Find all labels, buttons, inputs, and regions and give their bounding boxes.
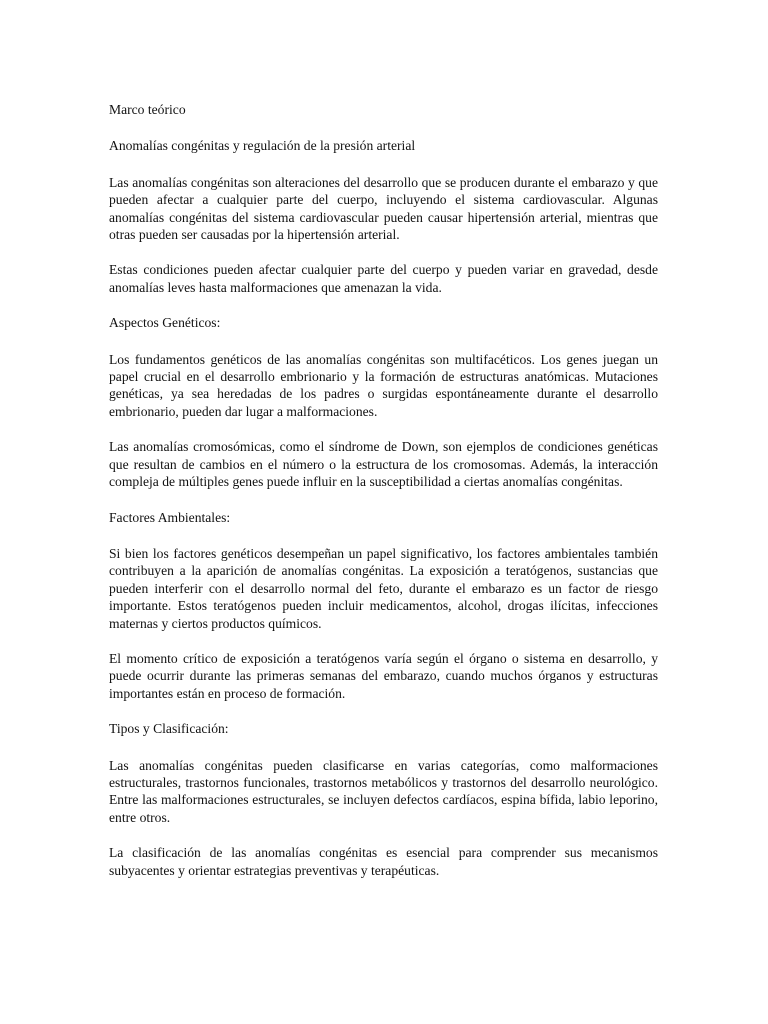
- classification-paragraph-1: Las anomalías congénitas pueden clasificarse en varias categorías, como malformaciones estructurales, trastornos funcionales, trastornos metabólicos y trastornos del desarrollo neurológico. Entre las malformaciones estructurales, se incluyen defectos cardíacos, espina bífida, labio leporino, entre otros.: [109, 757, 658, 825]
- document-page: [109, 101, 658, 897]
- environmental-heading: Factores Ambientales:: [109, 509, 231, 525]
- section-title: Marco teórico: [109, 102, 186, 117]
- classification-heading: Tipos y Clasificación:: [109, 721, 229, 737]
- classification-paragraph-2: La clasificación de las anomalías congénitas es esencial para comprender sus mecanismos subyacentes y orientar estrategias preventivas y terapéuticas.: [109, 845, 658, 878]
- genetic-heading: Aspectos Genéticos:: [109, 315, 221, 331]
- document-subtitle: Anomalías congénitas y regulación de la presión arterial: [109, 138, 416, 154]
- intro-paragraph-2: Estas condiciones pueden afectar cualquier parte del cuerpo y pueden variar en gravedad, desde anomalías leves hasta malformaciones que amenazan la vida.: [109, 262, 658, 295]
- environmental-paragraph-2: El momento crítico de exposición a teratógenos varía según el órgano o sistema en desarrollo, y puede ocurrir durante las primeras semanas del embarazo, cuando muchos órganos y estructuras importantes están en proceso de formación.: [109, 650, 658, 701]
- genetic-paragraph-2: Las anomalías cromosómicas, como el síndrome de Down, son ejemplos de condiciones genéticas que resultan de cambios en el número o la estructura de los cromosomas. Además, la interacción compleja de múltiples genes puede influir en la susceptibilidad a ciertas anomalías congénitas.: [109, 439, 658, 490]
- genetic-paragraph-1: Los fundamentos genéticos de las anomalías congénitas son multifacéticos. Los genes juegan un papel crucial en el desarrollo embrionario y la formación de estructuras anatómicas. Mutaciones genéticas, ya sea heredadas de los padres o surgidas espontáneamente durante el desarrollo embrionario, pueden dar lugar a malformaciones.: [109, 351, 658, 419]
- intro-paragraph-1: Las anomalías congénitas son alteraciones del desarrollo que se producen durante el embarazo y que pueden afectar a cualquier parte del cuerpo, incluyendo el sistema cardiovascular. Algunas anomalías congénitas del sistema cardiovascular pueden causar hipertensión arterial, mientras que otras pueden ser causadas por la hipertensión arterial.: [109, 174, 658, 243]
- environmental-paragraph-1: Si bien los factores genéticos desempeñan un papel significativo, los factores ambientales también contribuyen a la aparición de anomalías congénitas. La exposición a teratógenos, sustancias que pueden interferir con el desarrollo normal del feto, durante el embarazo es un factor de riesgo importante. Estos teratógenos pueden incluir medicamentos, alcohol, drogas ilícitas, infecciones maternas y ciertos productos químicos.: [109, 545, 658, 631]
